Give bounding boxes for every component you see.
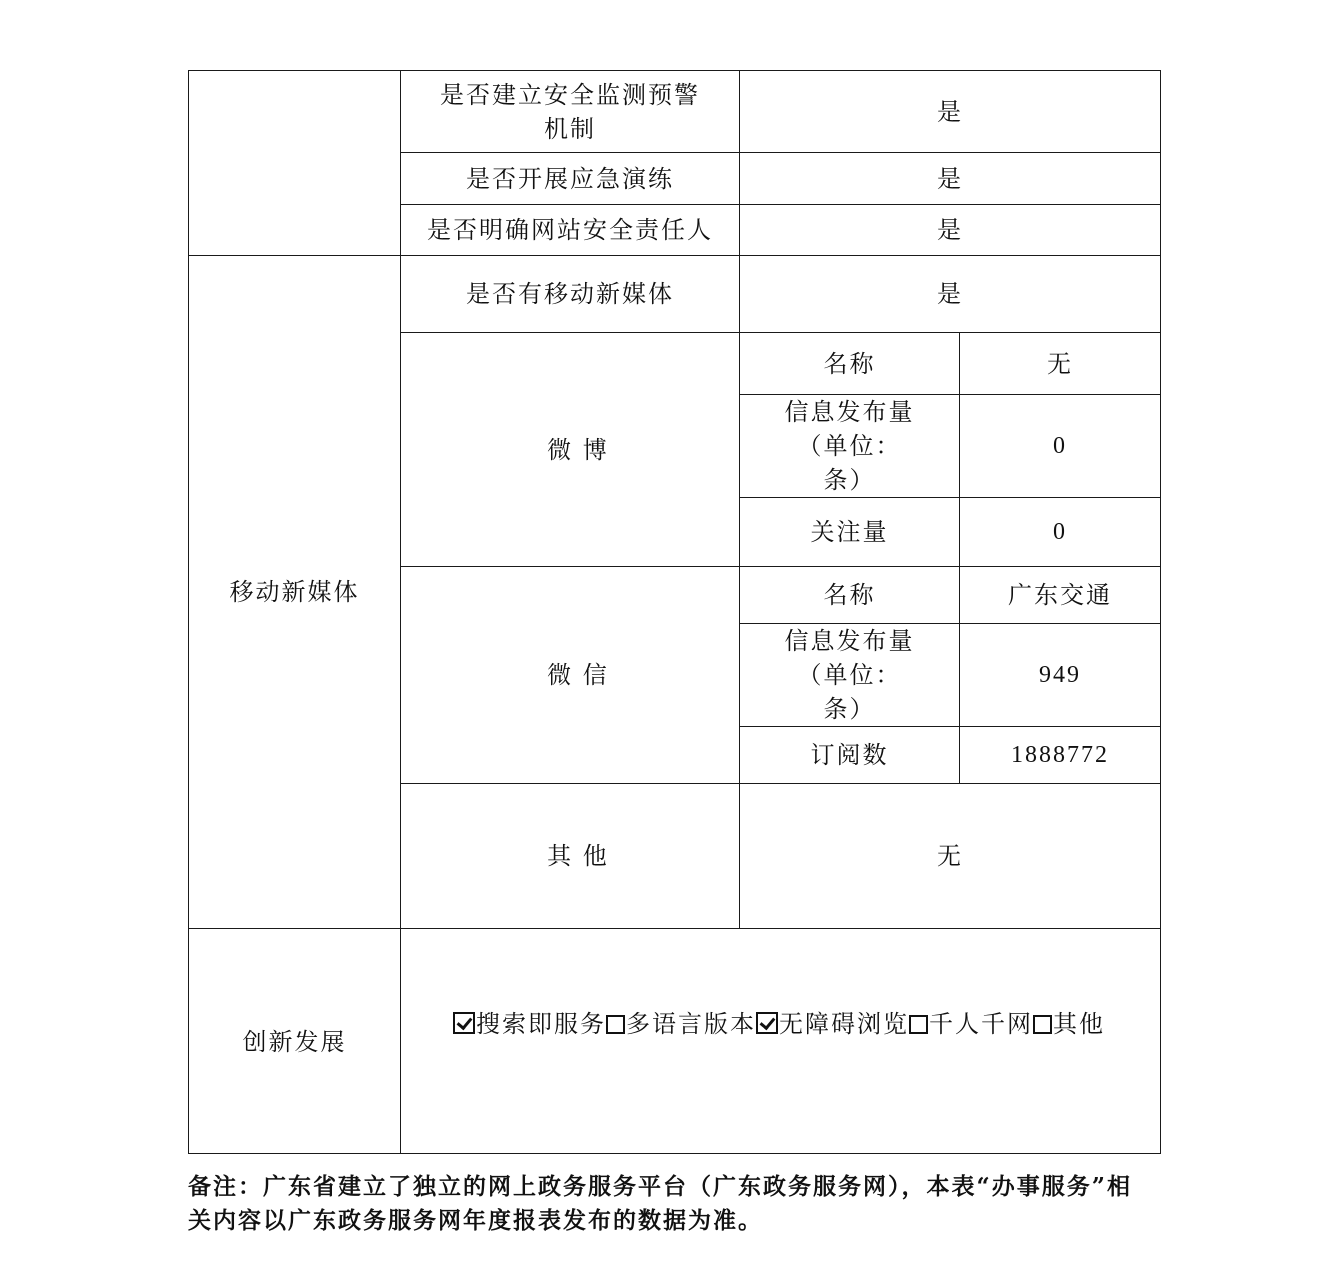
weibo-posts-value: 0	[960, 395, 1161, 498]
weibo-followers-label: 关注量	[740, 498, 960, 567]
report-table	[188, 70, 1161, 1154]
wechat-subscribers-value: 1888772	[960, 727, 1161, 784]
option-search-as-service: 搜索即服务	[453, 1010, 606, 1038]
weibo-posts-label: 信息发布量（单位：条）	[740, 395, 960, 498]
wechat-posts-value: 949	[960, 624, 1161, 727]
table-row	[189, 71, 1161, 153]
mobile-media-section-label: 移动新媒体	[189, 256, 401, 929]
security-officer-value: 是	[740, 205, 1161, 256]
table-row	[189, 929, 1161, 1154]
checkbox-empty-icon	[909, 1015, 928, 1034]
checkbox-checked-icon	[453, 1012, 475, 1034]
footnote: 备注：广东省建立了独立的网上政务服务平台（广东政务服务网），本表“办事服务”相关内容以广东政务服务网年度报表发布的数据为准。	[188, 1173, 1132, 1234]
wechat-label: 微 信	[401, 567, 740, 784]
weibo-label: 微 博	[401, 333, 740, 567]
wechat-subscribers-label: 订阅数	[740, 727, 960, 784]
has-mobile-media-value: 是	[740, 256, 1161, 333]
weibo-name-label: 名称	[740, 333, 960, 395]
checkbox-empty-icon	[606, 1015, 625, 1034]
option-multilingual: 多语言版本	[606, 1010, 756, 1038]
option-accessibility: 无障碍浏览	[756, 1010, 909, 1038]
wechat-posts-label: 信息发布量（单位：条）	[740, 624, 960, 727]
has-mobile-media-label: 是否有移动新媒体	[401, 256, 740, 333]
wechat-name-value: 广东交通	[960, 567, 1161, 624]
checkbox-checked-icon	[756, 1012, 778, 1034]
security-monitoring-label: 是否建立安全监测预警机制	[401, 71, 740, 153]
security-section-cell	[189, 71, 401, 256]
option-personalized: 千人千网	[909, 1010, 1033, 1038]
emergency-drill-value: 是	[740, 153, 1161, 205]
wechat-name-label: 名称	[740, 567, 960, 624]
other-media-label: 其 他	[401, 784, 740, 929]
emergency-drill-label: 是否开展应急演练	[401, 153, 740, 205]
security-monitoring-value: 是	[740, 71, 1161, 153]
other-media-value: 无	[740, 784, 1161, 929]
innovation-options	[401, 929, 1161, 1154]
security-officer-label: 是否明确网站安全责任人	[401, 205, 740, 256]
option-other: 其他	[1033, 1010, 1105, 1038]
weibo-name-value: 无	[960, 333, 1161, 395]
checkbox-empty-icon	[1033, 1015, 1052, 1034]
weibo-followers-value: 0	[960, 498, 1161, 567]
innovation-section-label: 创新发展	[189, 929, 401, 1154]
table-row	[189, 256, 1161, 333]
